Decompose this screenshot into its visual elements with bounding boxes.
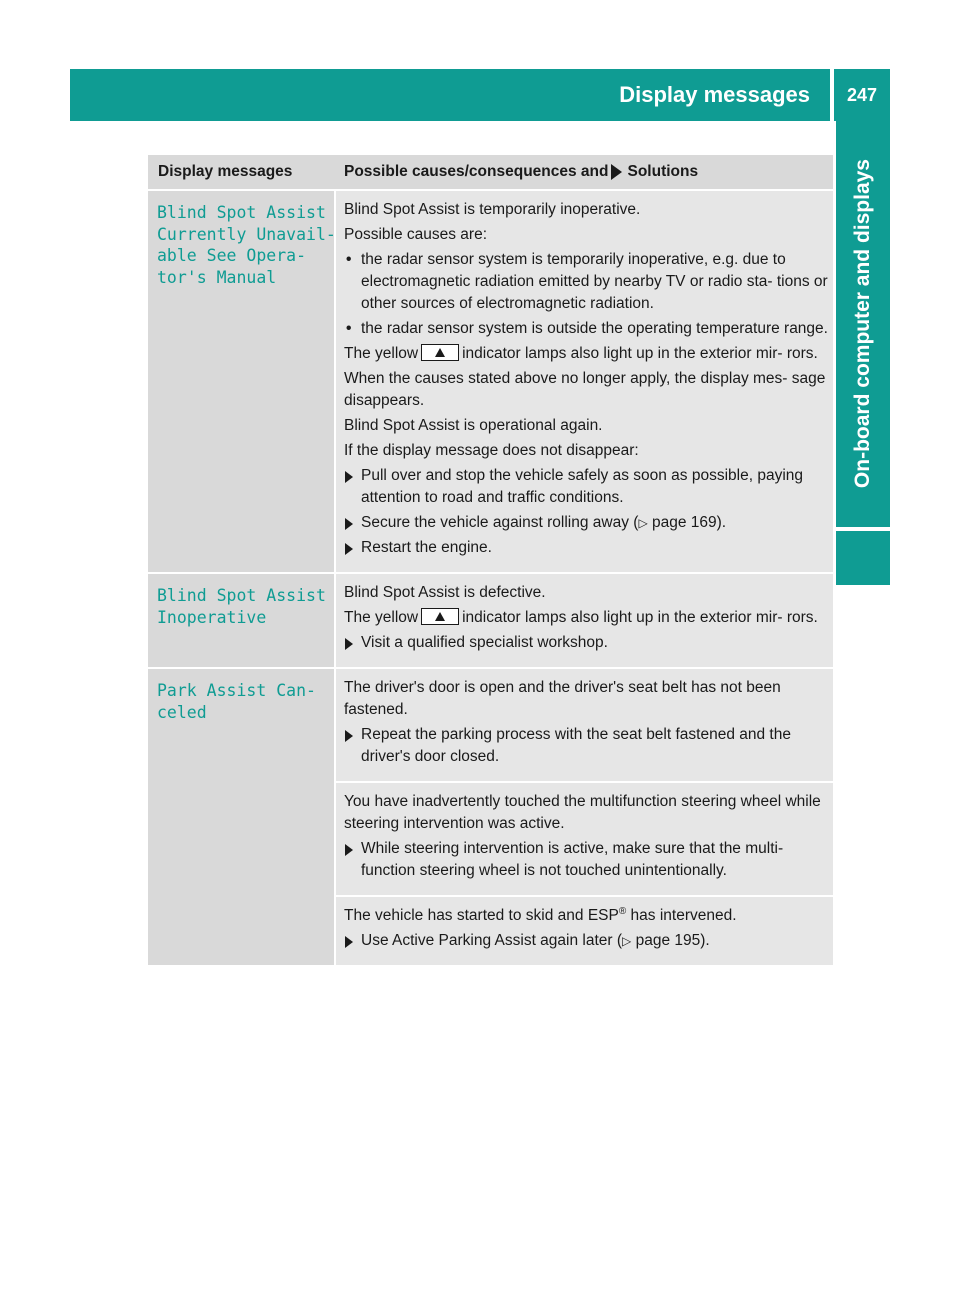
text: Visit a qualified specialist workshop. <box>361 634 608 651</box>
page-ref-icon: ▷ <box>638 516 648 530</box>
page-ref-icon: ▷ <box>622 934 632 948</box>
page-header <box>70 69 890 121</box>
solution-block <box>336 191 833 572</box>
solutions-cell <box>336 669 833 965</box>
text: Restart the engine. <box>361 539 492 556</box>
text: indicator lamps also light up in the exterior mir- rors. <box>462 345 818 362</box>
display-message <box>148 191 336 572</box>
col-header-causes: Possible causes/consequences and <box>344 163 609 180</box>
solutions-cell <box>336 574 833 667</box>
message-line: Blind Spot Assist <box>157 203 326 222</box>
table-header <box>148 155 833 191</box>
message-line: Blind Spot Assist <box>157 586 326 605</box>
action-arrow-icon <box>345 730 353 742</box>
action-item <box>344 724 829 768</box>
text: The yellow <box>344 345 419 362</box>
message-line: able See Opera- <box>157 246 307 265</box>
solution-block <box>336 781 833 895</box>
table-row <box>148 191 833 574</box>
page-number: 247 <box>846 85 878 105</box>
action-item <box>344 930 829 952</box>
message-line: Inoperative <box>157 607 267 627</box>
action-item <box>344 838 829 882</box>
action-arrow-icon <box>611 164 622 180</box>
action-item <box>344 632 829 654</box>
bullet-item: • the radar sensor system is temporarily inoperative, e.g. due to electromagnetic radiation emitted by nearby TV or radio sta- tions or other sources of electromagnetic radiation. <box>344 249 829 315</box>
action-item <box>344 512 829 534</box>
paragraph <box>344 343 829 365</box>
solutions-cell <box>336 191 833 572</box>
chapter-tab-label-wrap <box>836 121 890 527</box>
page-reference-link[interactable]: page 195 <box>635 932 701 949</box>
table-row <box>148 669 833 967</box>
text: Repeat the parking process with the seat belt fastened and the driver's door closed. <box>361 726 791 765</box>
text: Pull over and stop the vehicle safely as soon as possible, paying attention to road and traffic conditions. <box>361 467 804 506</box>
paragraph: Blind Spot Assist is temporarily inoperative. <box>344 201 641 218</box>
col-header-solutions-label: Solutions <box>627 163 699 180</box>
paragraph: Blind Spot Assist is defective. <box>344 584 546 601</box>
text: has intervened. <box>626 907 737 924</box>
action-arrow-icon <box>345 543 353 555</box>
text: Use Active Parking Assist again later ( <box>361 932 623 949</box>
paragraph: When the causes stated above no longer apply, the display mes- sage disappears. <box>344 370 826 409</box>
action-arrow-icon <box>345 471 353 483</box>
text: The yellow <box>344 609 419 626</box>
action-arrow-icon <box>345 638 353 650</box>
message-line: tor's Manual <box>157 267 277 287</box>
paragraph <box>344 905 829 927</box>
bullet-item: • the radar sensor system is outside the operating temperature range. <box>344 318 829 340</box>
text: While steering intervention is active, make sure that the multi- function steering wheel is not touched unintentionally. <box>361 840 784 879</box>
paragraph: Blind Spot Assist is operational again. <box>344 417 603 434</box>
action-arrow-icon <box>345 936 353 948</box>
solution-block <box>336 895 833 965</box>
text: indicator lamps also light up in the exterior mir- rors. <box>462 609 818 626</box>
table-row <box>148 574 833 669</box>
display-message <box>148 669 336 965</box>
paragraph: The driver's door is open and the driver's seat belt has not been fastened. <box>344 679 781 718</box>
display-messages-table <box>148 155 833 967</box>
registered-mark: ® <box>618 905 627 917</box>
text: ). <box>700 932 710 949</box>
page-reference-link[interactable]: page 169 <box>651 514 717 531</box>
blind-spot-lamp-icon <box>421 608 459 625</box>
col-header-messages: Display messages <box>158 163 293 180</box>
message-line: celed <box>157 702 207 722</box>
chapter-tab-label: On-board computer and displays <box>851 159 874 489</box>
chapter-tab-divider <box>836 527 890 531</box>
action-item <box>344 537 829 559</box>
solution-block <box>336 669 833 781</box>
text: ). <box>716 514 727 531</box>
message-line: Currently Unavail- <box>157 224 336 244</box>
paragraph: You have inadvertently touched the multifunction steering wheel while steering intervention was active. <box>344 793 821 832</box>
paragraph <box>344 607 829 629</box>
blind-spot-lamp-icon <box>421 344 459 361</box>
message-line: Park Assist Can- <box>157 681 316 700</box>
paragraph: If the display message does not disappear: <box>344 442 639 459</box>
solution-block <box>336 574 833 667</box>
section-title: Display messages <box>619 82 810 107</box>
text: The vehicle has started to skid and ESP <box>344 907 619 924</box>
paragraph: Possible causes are: <box>344 226 488 243</box>
display-message <box>148 574 336 667</box>
col-header-solutions <box>336 163 833 181</box>
action-arrow-icon <box>345 518 353 530</box>
text: Secure the vehicle against rolling away ( <box>361 514 639 531</box>
action-item <box>344 465 829 509</box>
action-arrow-icon <box>345 844 353 856</box>
